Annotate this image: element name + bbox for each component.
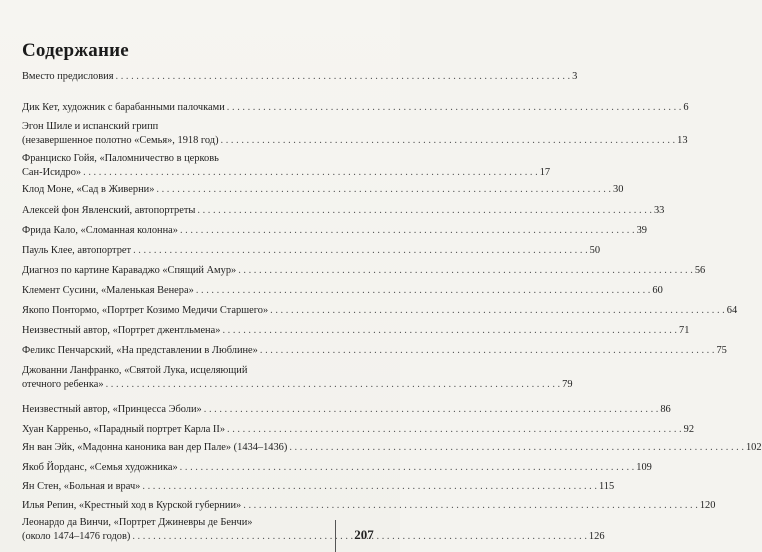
toc-leader [180, 461, 635, 475]
toc-leader [227, 101, 682, 115]
toc-leader [289, 441, 744, 455]
toc-entry-page: 120 [699, 500, 716, 511]
toc-entry [22, 244, 601, 258]
toc-entry-title: Якопо Понтормо, «Портрет Козимо Медичи Старшего» [22, 305, 269, 316]
toc-entry-page: 86 [660, 404, 671, 415]
toc-entry [22, 152, 551, 180]
toc-leader [142, 480, 597, 494]
toc-leader [83, 166, 538, 180]
toc-entry-title: Ян Стен, «Больная и врач» [22, 481, 141, 492]
toc-entry-page: 126 [588, 531, 605, 542]
toc-entry-title: Феликс Пенчарский, «На представлении в Люблине» [22, 345, 258, 356]
page-number: 207 [354, 527, 374, 542]
toc-entry-page: 79 [562, 379, 573, 390]
toc-leader [227, 423, 682, 437]
toc-leader [221, 134, 676, 148]
toc-entry [22, 441, 762, 455]
toc-entry [22, 344, 727, 358]
toc-entry [22, 204, 665, 218]
toc-leader [270, 304, 725, 318]
toc-entry-title: Диагноз по картине Караваджо «Спящий Амур» [22, 265, 237, 276]
toc-entry-title: Франциско Гойя, «Паломничество в церковь [22, 153, 219, 164]
toc-entry-title: Илья Репин, «Крестный ход в Курской губернии» [22, 500, 242, 511]
toc-entry-title: Клод Моне, «Сад в Живерни» [22, 184, 155, 195]
toc-entry-title: Эгон Шиле и испанский грипп [22, 121, 159, 132]
toc-entry [22, 224, 647, 238]
toc-entry-page: 71 [679, 325, 690, 336]
toc-leader [197, 204, 652, 218]
toc-entry-title: Ян ван Эйк, «Мадонна каноника ван дер Пале» (1434–1436) [22, 442, 288, 453]
toc-entry [22, 183, 624, 197]
toc-entry-title: Фрида Кало, «Сломанная колонна» [22, 225, 178, 236]
toc-leader [260, 344, 715, 358]
toc-entry [22, 480, 615, 494]
toc-leader [106, 378, 561, 392]
toc-entry-title-cont: (около 1474–1476 годов) [22, 531, 131, 542]
toc-entry [22, 264, 706, 278]
toc-entry [22, 499, 716, 513]
toc-entry-title: Дик Кет, художник с барабанными палочками [22, 102, 225, 113]
toc-entry [22, 324, 690, 338]
toc-entry [22, 364, 573, 392]
toc-entry-page: 50 [589, 245, 601, 256]
toc-entry-page: 64 [726, 305, 738, 316]
toc-entry-title: Клемент Сусини, «Маленькая Венера» [22, 285, 194, 296]
toc-leader [156, 183, 611, 197]
toc-entry-title: Вместо предисловия [22, 71, 114, 82]
toc-entry-page: 3 [572, 71, 578, 82]
toc-entry-page: 60 [652, 285, 663, 296]
toc-leader [133, 244, 588, 258]
toc-entry-page: 92 [683, 424, 695, 435]
toc-entry-title: Хуан Карреньо, «Парадный портрет Карла II» [22, 424, 226, 435]
toc-entry-title: Неизвестный автор, «Принцесса Эболи» [22, 404, 202, 415]
toc-entry [22, 304, 738, 318]
toc-leader [196, 284, 651, 298]
toc-entry-page: 75 [716, 345, 727, 356]
toc-entry [22, 120, 688, 148]
toc-entry [22, 70, 578, 84]
page-number-divider [335, 520, 336, 552]
toc-leader [116, 70, 571, 84]
toc-entry-page: 102 [745, 442, 762, 453]
toc-entry-title: Алексей фон Явленский, автопортреты [22, 205, 196, 216]
toc-entry-title: Неизвестный автор, «Портрет джентльмена» [22, 325, 221, 336]
toc-entry [22, 403, 671, 417]
toc-entry [22, 423, 695, 437]
toc-entry-title: Джованни Ланфранко, «Святой Лука, исцеляющий [22, 365, 248, 376]
toc-entry-page: 56 [694, 265, 706, 276]
toc-entry-page: 17 [539, 167, 551, 178]
toc-entry-title-cont: (незавершенное полотно «Семья», 1918 год) [22, 135, 219, 146]
toc-entry-page: 39 [636, 225, 647, 236]
toc-entry-page: 115 [598, 481, 615, 492]
toc-entry-page: 33 [653, 205, 665, 216]
toc-entry-page: 109 [636, 462, 652, 473]
toc-leader [238, 264, 693, 278]
toc-entry [22, 101, 689, 115]
toc-leader [243, 499, 698, 513]
toc-leader [222, 324, 677, 338]
toc-entry-page: 30 [613, 184, 624, 195]
toc-entry [22, 284, 663, 298]
toc-entry-title-cont: Сан-Исидро» [22, 167, 82, 178]
toc-entry-page: 13 [677, 135, 688, 146]
toc-entry [22, 461, 652, 475]
toc-entry-page: 6 [683, 102, 689, 113]
toc-leader [180, 224, 635, 238]
toc-entry-title: Якоб Йорданс, «Семья художника» [22, 462, 178, 473]
toc-entry-title: Пауль Клее, автопортрет [22, 245, 132, 256]
toc-entry-title-cont: отечного ребенка» [22, 379, 104, 390]
toc-entry-title: Леонардо да Винчи, «Портрет Джиневры де Бенчи» [22, 517, 253, 528]
toc-leader [204, 403, 659, 417]
page-title: Содержание [22, 40, 129, 61]
toc-entry [22, 516, 605, 544]
